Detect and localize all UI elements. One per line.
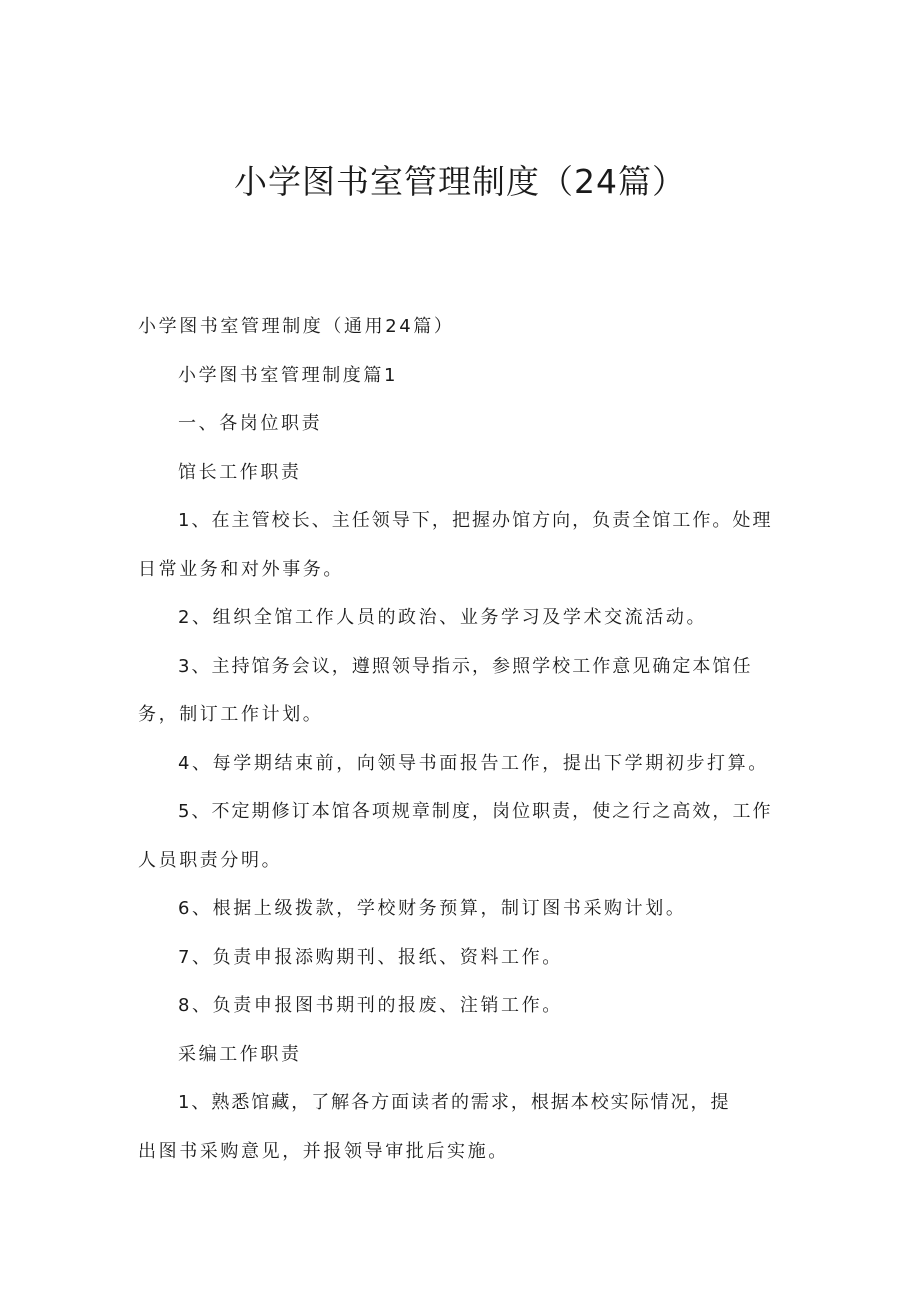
paragraph-line: 日常业务和对外事务。	[138, 559, 344, 580]
paragraph-line: 1、熟悉馆藏，了解各方面读者的需求，根据本校实际情况，提	[178, 1092, 730, 1113]
paragraph-line: 人员职责分明。	[138, 850, 283, 871]
section-heading: 一、各岗位职责	[178, 413, 323, 434]
paragraph-line: 8、负责申报图书期刊的报废、注销工作。	[178, 995, 563, 1016]
paragraph-line: 3、主持馆务会议，遵照领导指示，参照学校工作意见确定本馆任	[178, 656, 752, 677]
paragraph-line: 务，制订工作计划。	[138, 704, 324, 725]
paragraph-line: 6、根据上级拨款，学校财务预算，制订图书采购计划。	[178, 898, 687, 919]
paragraph-line: 7、负责申报添购期刊、报纸、资料工作。	[178, 947, 563, 968]
subsection-heading: 采编工作职责	[178, 1044, 302, 1065]
paragraph-line: 5、不定期修订本馆各项规章制度，岗位职责，使之行之高效，工作	[178, 801, 772, 822]
paragraph-line: 2、组织全馆工作人员的政治、业务学习及学术交流活动。	[178, 607, 708, 628]
subsection-heading: 馆长工作职责	[178, 462, 302, 483]
document-subtitle: 小学图书室管理制度（通用24篇）	[138, 316, 455, 337]
paragraph-line: 1、在主管校长、主任领导下，把握办馆方向，负责全馆工作。处理	[178, 510, 772, 531]
section-heading: 小学图书室管理制度篇1	[178, 365, 399, 386]
document-title: 小学图书室管理制度（24篇）	[234, 162, 686, 201]
paragraph-line: 出图书采购意见，并报领导审批后实施。	[138, 1141, 509, 1162]
paragraph-line: 4、每学期结束前，向领导书面报告工作，提出下学期初步打算。	[178, 753, 769, 774]
